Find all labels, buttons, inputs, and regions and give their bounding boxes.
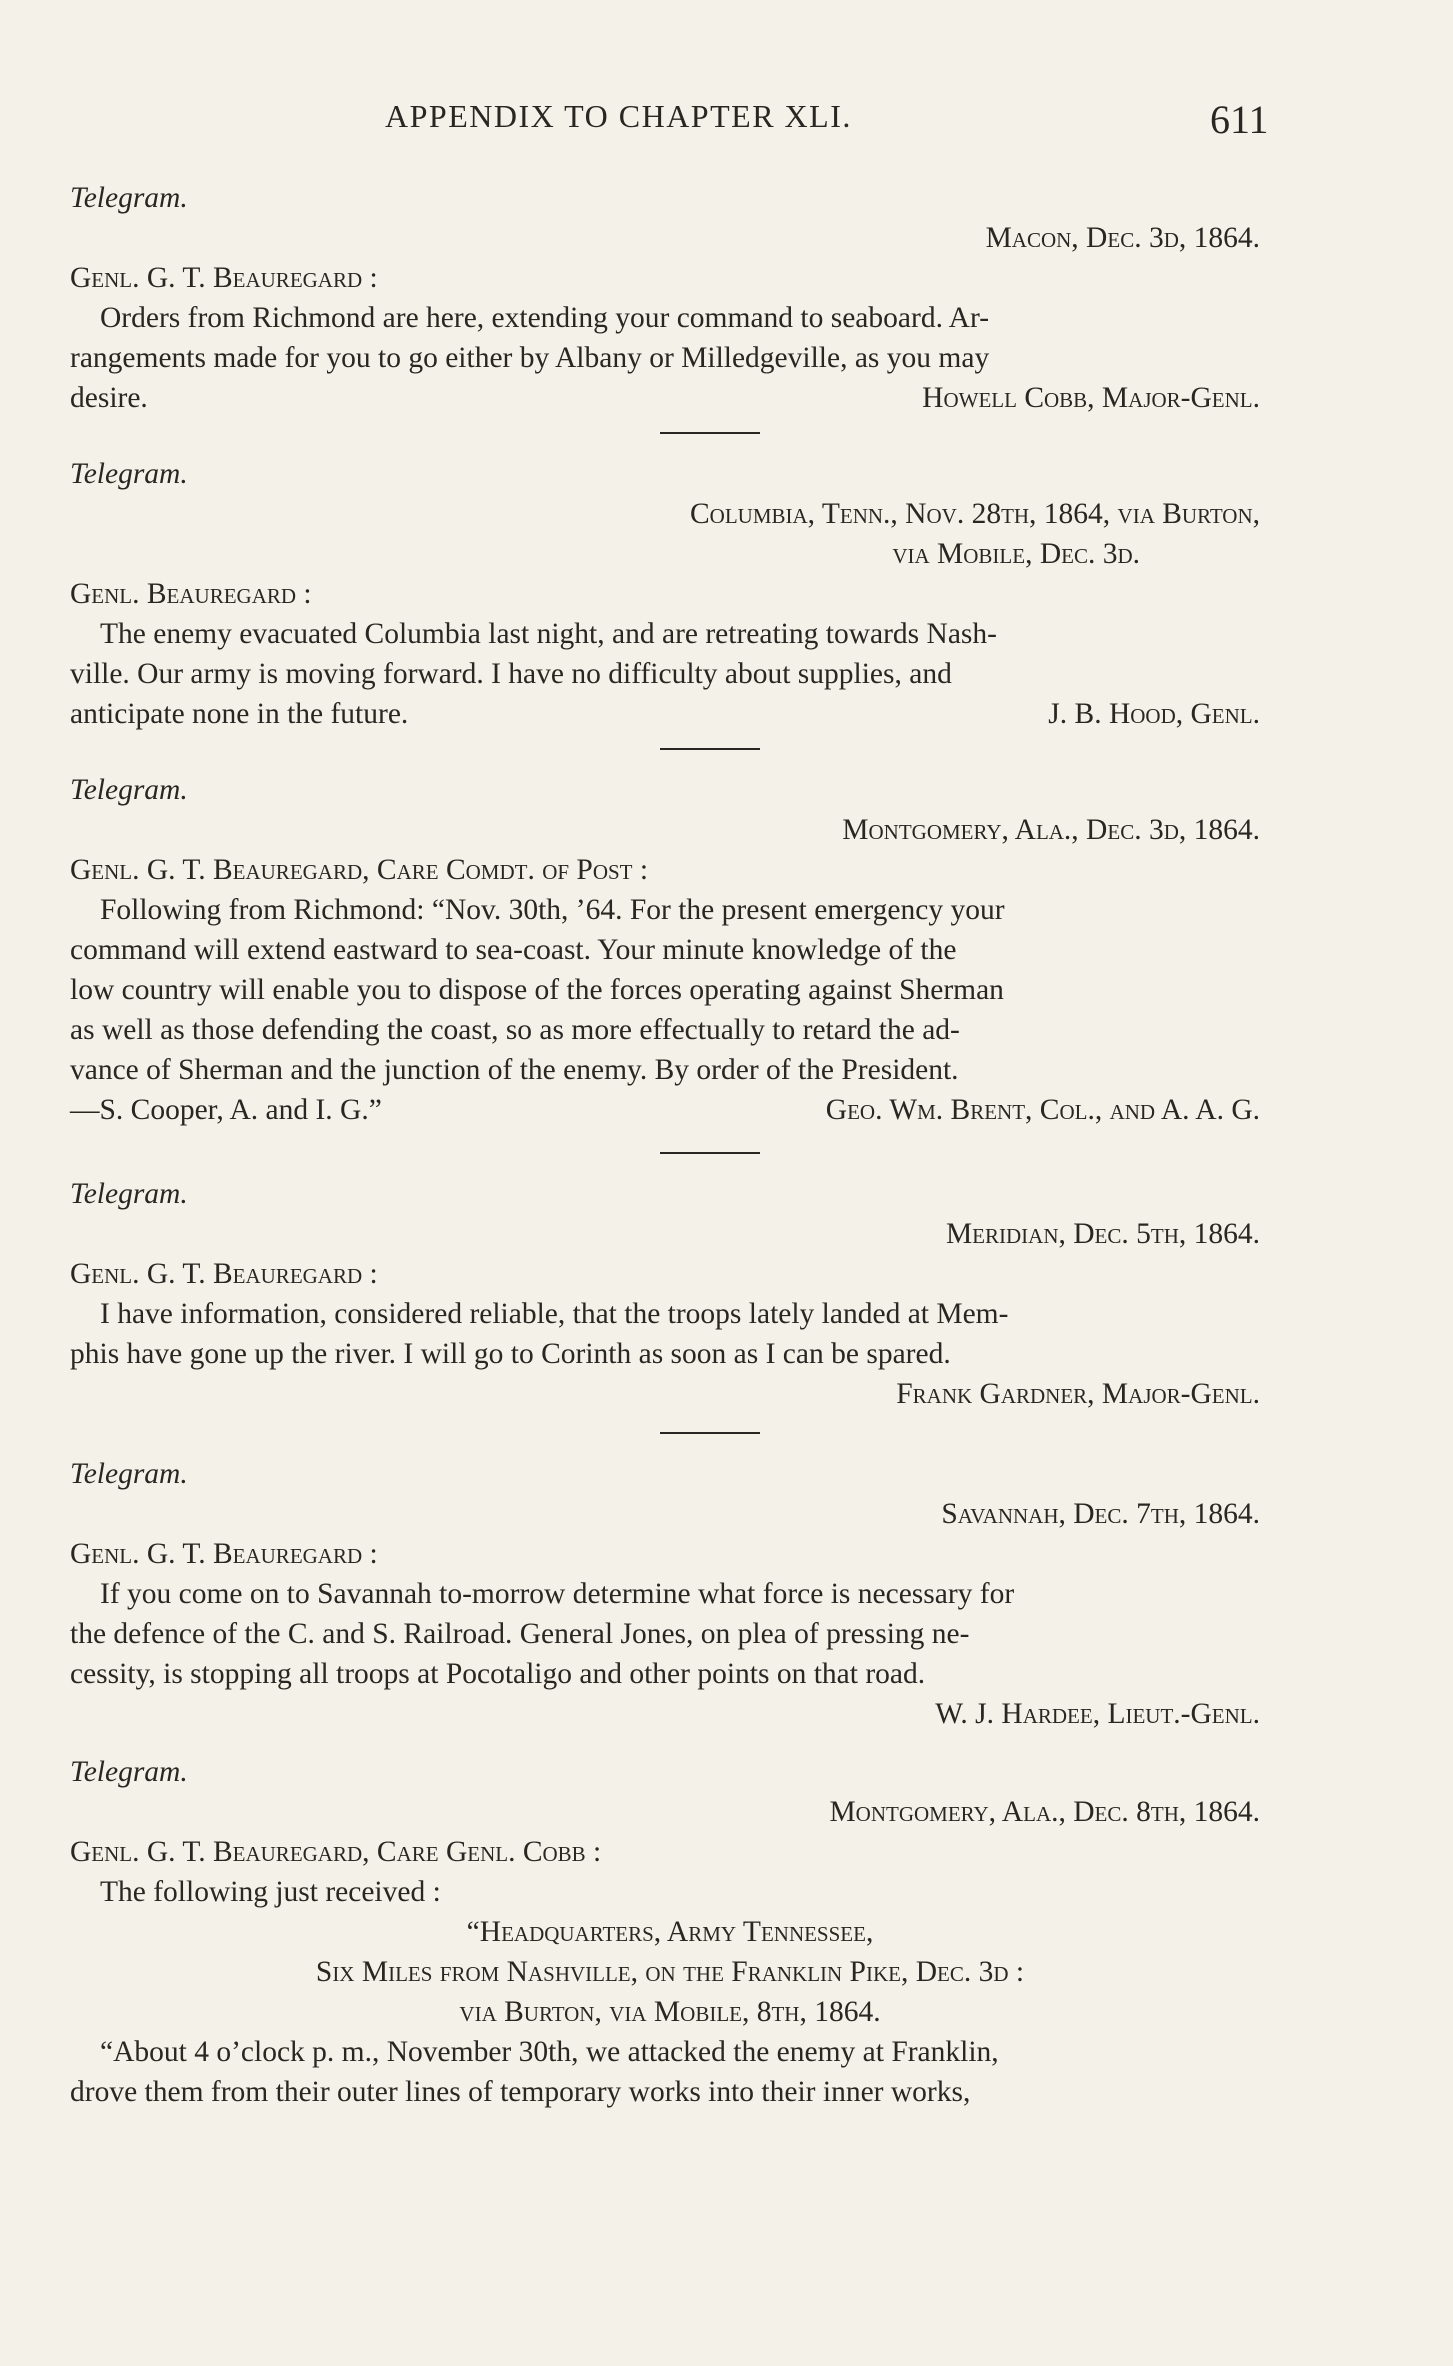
message-line: —S. Cooper, A. and I. G.” (70, 1094, 382, 1126)
telegram-label: Telegram. (70, 1458, 188, 1490)
telegram-3 (70, 770, 1270, 1154)
dateline: Meridian, Dec. 5th, 1864. (945, 1218, 1260, 1250)
dateline: Montgomery, Ala., Dec. 8th, 1864. (829, 1796, 1260, 1828)
page-header (0, 96, 1453, 146)
signature: J. B. Hood, Genl. (1048, 698, 1260, 730)
telegram-label: Telegram. (70, 458, 188, 490)
page-body (70, 178, 1270, 2112)
message-line: I have information, considered reliable, that the troops lately landed at Mem- (100, 1298, 1009, 1330)
quoted-heading: Six Miles from Nashville, on the Franklin Pike, Dec. 3d : (315, 1956, 1025, 1988)
address: Genl. G. T. Beauregard : (70, 1538, 378, 1570)
closing-line (70, 1090, 1270, 1130)
message-line: as well as those defending the coast, so as more effectually to retard the ad- (70, 1014, 960, 1046)
closing-line (70, 378, 1270, 418)
signature: Frank Gardner, Major-Genl. (896, 1378, 1260, 1410)
message-line: cessity, is stopping all troops at Pocotaligo and other points on that road. (70, 1658, 926, 1690)
quoted-heading: “Headquarters, Army Tennessee, (466, 1916, 874, 1948)
message-line: Orders from Richmond are here, extending your command to seaboard. Ar- (100, 302, 990, 334)
signature: Geo. Wm. Brent, Col., and A. A. G. (825, 1094, 1260, 1126)
message-line: vance of Sherman and the junction of the enemy. By order of the President. (70, 1054, 959, 1086)
intro-line: The following just received : (100, 1876, 441, 1908)
message-line: command will extend eastward to sea-coast. Your minute knowledge of the (70, 934, 957, 966)
message-line: the defence of the C. and S. Railroad. General Jones, on plea of pressing ne- (70, 1618, 970, 1650)
quoted-heading: via Burton, via Mobile, 8th, 1864. (459, 1996, 881, 2028)
telegram-label: Telegram. (70, 774, 188, 806)
section-divider (660, 1152, 760, 1154)
telegram-5 (70, 1454, 1270, 1752)
dateline: Montgomery, Ala., Dec. 3d, 1864. (842, 814, 1260, 846)
message-line: rangements made for you to go either by Albany or Milledgeville, as you may (70, 342, 990, 374)
address: Genl. G. T. Beauregard, Care Genl. Cobb : (70, 1836, 602, 1868)
dateline-continued: via Mobile, Dec. 3d. (892, 538, 1140, 570)
address: Genl. G. T. Beauregard, Care Comdt. of Post : (70, 854, 649, 886)
section-divider (660, 748, 760, 750)
message-line: Following from Richmond: “Nov. 30th, ’64. For the present emergency your (100, 894, 1005, 926)
section-divider (660, 432, 760, 434)
telegram-4 (70, 1174, 1270, 1434)
telegram-label: Telegram. (70, 182, 188, 214)
closing-line (70, 694, 1270, 734)
running-head: APPENDIX TO CHAPTER XLI. (385, 98, 852, 134)
telegram-2 (70, 454, 1270, 750)
address: Genl. G. T. Beauregard : (70, 1258, 378, 1290)
address: Genl. G. T. Beauregard : (70, 262, 378, 294)
message-line: low country will enable you to dispose of the forces operating against Sherman (70, 974, 1004, 1006)
message-line: If you come on to Savannah to-morrow determine what force is necessary for (100, 1578, 1015, 1610)
message-line: anticipate none in the future. (70, 698, 409, 730)
address: Genl. Beauregard : (70, 578, 312, 610)
page-number: 611 (1210, 97, 1269, 142)
dateline: Macon, Dec. 3d, 1864. (985, 222, 1260, 254)
signature: W. J. Hardee, Lieut.-Genl. (935, 1698, 1260, 1730)
message-line: ville. Our army is moving forward. I have no difficulty about supplies, and (70, 658, 952, 690)
dateline: Columbia, Tenn., Nov. 28th, 1864, via Burton, (689, 498, 1260, 530)
section-divider (660, 1432, 760, 1434)
dateline: Savannah, Dec. 7th, 1864. (941, 1498, 1260, 1530)
message-line: The enemy evacuated Columbia last night, and are retreating towards Nash- (100, 618, 997, 650)
message-line: drove them from their outer lines of temporary works into their inner works, (70, 2076, 971, 2108)
telegram-label: Telegram. (70, 1178, 188, 1210)
telegram-6 (70, 1752, 1270, 2112)
message-line: phis have gone up the river. I will go to Corinth as soon as I can be spared. (70, 1338, 951, 1370)
message-line: “About 4 o’clock p. m., November 30th, we attacked the enemy at Franklin, (100, 2036, 999, 2068)
message-line: desire. (70, 382, 148, 414)
telegram-label: Telegram. (70, 1756, 188, 1788)
telegram-1 (70, 178, 1270, 434)
signature: Howell Cobb, Major-Genl. (922, 382, 1260, 414)
